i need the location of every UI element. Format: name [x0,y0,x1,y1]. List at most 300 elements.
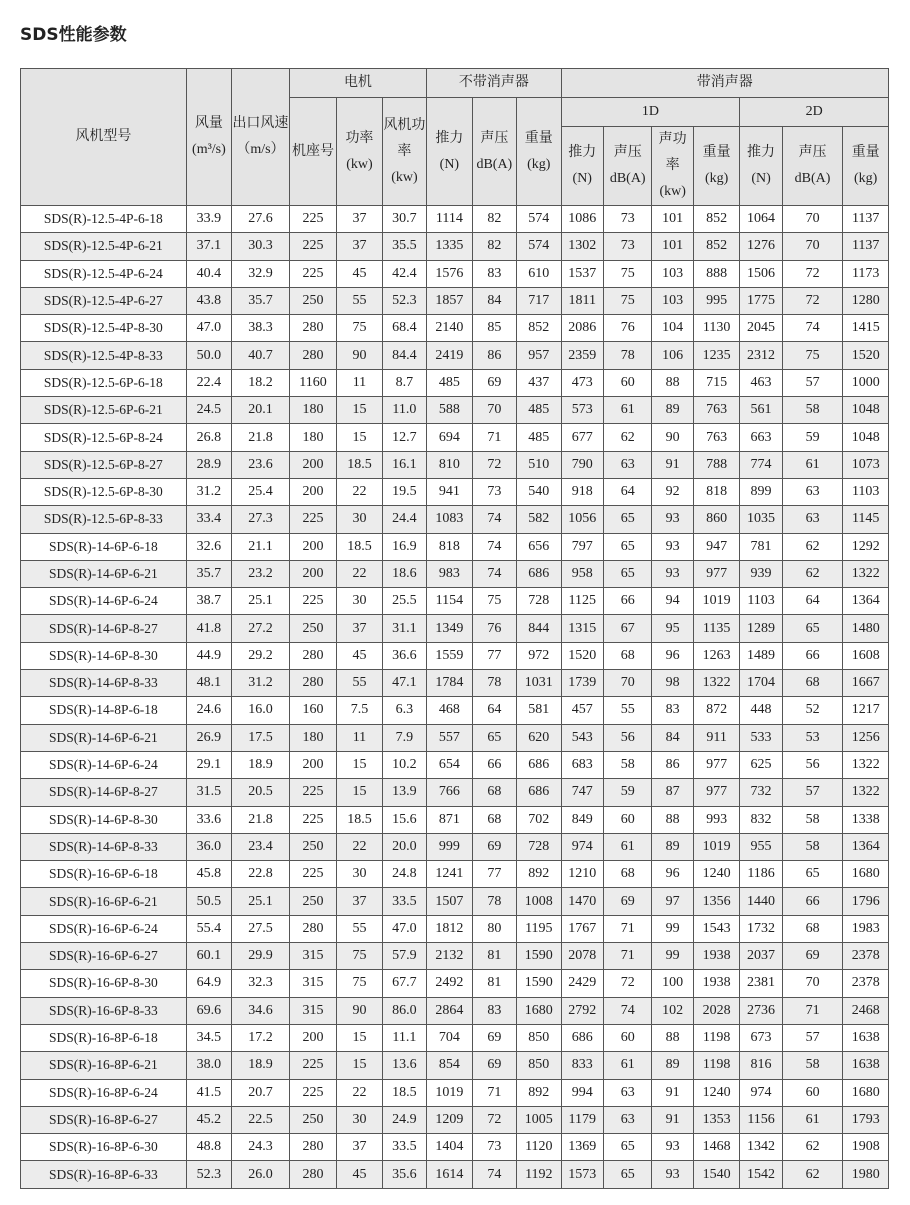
cell-2d-weight: 1280 [843,287,889,314]
cell-fan-power: 47.1 [382,670,426,697]
cell-outlet-speed: 18.9 [232,751,290,778]
header-model: 风机型号 [21,69,187,206]
cell-1d-thrust: 1470 [561,888,603,915]
table-row [21,397,889,424]
cell-outlet-speed: 20.1 [232,397,290,424]
cell-thrust: 1241 [427,861,472,888]
cell-2d-spl: 64 [782,588,843,615]
cell-weight: 957 [517,342,561,369]
cell-power: 22 [337,1079,382,1106]
cell-1d-sound-power: 101 [652,206,693,233]
cell-1d-thrust: 473 [561,369,603,396]
cell-thrust: 468 [427,697,472,724]
cell-1d-spl: 68 [603,642,651,669]
cell-spl: 84 [472,287,516,314]
cell-1d-weight: 993 [693,806,739,833]
cell-2d-weight: 1322 [843,779,889,806]
cell-fan-power: 47.0 [382,915,426,942]
cell-thrust: 999 [427,833,472,860]
cell-2d-spl: 61 [782,1106,843,1133]
cell-airflow: 45.2 [186,1106,231,1133]
cell-outlet-speed: 18.2 [232,369,290,396]
cell-outlet-speed: 22.8 [232,861,290,888]
cell-2d-thrust: 1506 [740,260,782,287]
table-row [21,806,889,833]
header-2d-spl-unit: dB(A) [794,171,831,186]
table-row [21,642,889,669]
cell-airflow: 38.7 [186,588,231,615]
cell-1d-sound-power: 104 [652,315,693,342]
cell-power: 15 [337,397,382,424]
cell-airflow: 55.4 [186,915,231,942]
cell-weight: 540 [517,478,561,505]
cell-1d-weight: 888 [693,260,739,287]
cell-2d-spl: 62 [782,1134,843,1161]
cell-weight: 728 [517,588,561,615]
cell-2d-thrust: 781 [740,533,782,560]
cell-airflow: 43.8 [186,287,231,314]
table-row [21,260,889,287]
cell-1d-spl: 60 [603,369,651,396]
cell-1d-spl: 59 [603,779,651,806]
header-1d-sound-power [652,127,693,206]
cell-outlet-speed: 21.8 [232,806,290,833]
cell-frame: 180 [289,724,336,751]
header-1d-spl [603,127,651,206]
cell-2d-weight: 1680 [843,1079,889,1106]
cell-fan-power: 68.4 [382,315,426,342]
cell-1d-spl: 63 [603,1079,651,1106]
cell-airflow: 32.6 [186,533,231,560]
cell-frame: 280 [289,1161,336,1188]
table-row [21,1161,889,1188]
cell-power: 22 [337,833,382,860]
header-airflow [186,69,231,206]
cell-2d-thrust: 1440 [740,888,782,915]
cell-weight: 581 [517,697,561,724]
cell-1d-sound-power: 99 [652,943,693,970]
cell-airflow: 33.6 [186,806,231,833]
cell-2d-weight: 1073 [843,451,889,478]
cell-1d-weight: 1240 [693,1079,739,1106]
cell-frame: 225 [289,233,336,260]
cell-airflow: 35.7 [186,560,231,587]
cell-fan-power: 31.1 [382,615,426,642]
cell-2d-weight: 1680 [843,861,889,888]
header-power-unit: (kw) [346,156,373,172]
cell-1d-sound-power: 101 [652,233,693,260]
table-row [21,560,889,587]
cell-airflow: 24.6 [186,697,231,724]
cell-1d-thrust: 790 [561,451,603,478]
cell-model: SDS(R)-16-6P-6-21 [21,888,187,915]
cell-2d-thrust: 1289 [740,615,782,642]
cell-2d-spl: 66 [782,642,843,669]
cell-spl: 70 [472,397,516,424]
header-spl-unit: dB(A) [476,156,513,172]
header-2d-spl [782,127,843,206]
cell-1d-weight: 1130 [693,315,739,342]
cell-power: 37 [337,1134,382,1161]
cell-thrust: 1559 [427,642,472,669]
cell-2d-spl: 58 [782,833,843,860]
table-row [21,478,889,505]
table-row [21,888,889,915]
cell-2d-weight: 1520 [843,342,889,369]
page-title: SDS性能参数 [20,25,127,45]
table-row [21,779,889,806]
cell-frame: 180 [289,397,336,424]
header-outlet-speed-label: 出口风速 [232,116,289,131]
cell-2d-spl: 65 [782,861,843,888]
cell-weight: 852 [517,315,561,342]
cell-frame: 200 [289,451,336,478]
cell-2d-weight: 1322 [843,751,889,778]
cell-weight: 1195 [517,915,561,942]
cell-1d-weight: 1198 [693,1052,739,1079]
cell-airflow: 38.0 [186,1052,231,1079]
cell-power: 22 [337,560,382,587]
cell-2d-thrust: 1064 [740,206,782,233]
cell-frame: 200 [289,533,336,560]
cell-model: SDS(R)-16-6P-6-27 [21,943,187,970]
cell-thrust: 485 [427,369,472,396]
cell-outlet-speed: 21.1 [232,533,290,560]
cell-1d-spl: 66 [603,588,651,615]
header-1d-spl-label: 声压 [613,145,642,160]
header-fan-power-unit: (kw) [391,169,418,185]
cell-weight: 686 [517,560,561,587]
cell-1d-spl: 69 [603,888,651,915]
cell-power: 22 [337,478,382,505]
cell-model: SDS(R)-16-6P-8-30 [21,970,187,997]
cell-thrust: 1857 [427,287,472,314]
cell-power: 55 [337,915,382,942]
cell-1d-sound-power: 102 [652,997,693,1024]
cell-power: 7.5 [337,697,382,724]
cell-2d-weight: 1608 [843,642,889,669]
cell-frame: 315 [289,970,336,997]
cell-frame: 160 [289,697,336,724]
cell-2d-thrust: 955 [740,833,782,860]
header-outlet-speed [232,69,290,206]
cell-model: SDS(R)-16-8P-6-27 [21,1106,187,1133]
cell-1d-thrust: 918 [561,478,603,505]
cell-model: SDS(R)-14-6P-8-30 [21,806,187,833]
cell-1d-sound-power: 93 [652,1134,693,1161]
cell-2d-spl: 70 [782,206,843,233]
cell-1d-weight: 1198 [693,1024,739,1051]
cell-airflow: 31.2 [186,478,231,505]
cell-airflow: 50.5 [186,888,231,915]
cell-fan-power: 18.6 [382,560,426,587]
cell-2d-spl: 61 [782,451,843,478]
cell-1d-weight: 911 [693,724,739,751]
cell-fan-power: 30.7 [382,206,426,233]
cell-1d-weight: 1135 [693,615,739,642]
cell-outlet-speed: 25.1 [232,888,290,915]
cell-2d-weight: 1364 [843,833,889,860]
cell-outlet-speed: 27.5 [232,915,290,942]
cell-weight: 1005 [517,1106,561,1133]
cell-1d-sound-power: 99 [652,915,693,942]
cell-1d-spl: 58 [603,751,651,778]
cell-weight: 892 [517,861,561,888]
cell-thrust: 1083 [427,506,472,533]
cell-airflow: 40.4 [186,260,231,287]
cell-frame: 180 [289,424,336,451]
cell-2d-spl: 63 [782,506,843,533]
cell-fan-power: 19.5 [382,478,426,505]
cell-1d-weight: 977 [693,751,739,778]
cell-spl: 85 [472,315,516,342]
header-airflow-label: 风量 [194,116,223,131]
table-row [21,915,889,942]
cell-2d-weight: 1793 [843,1106,889,1133]
cell-outlet-speed: 23.4 [232,833,290,860]
cell-2d-spl: 69 [782,943,843,970]
cell-power: 45 [337,260,382,287]
cell-2d-spl: 71 [782,997,843,1024]
cell-weight: 850 [517,1024,561,1051]
cell-1d-weight: 852 [693,233,739,260]
cell-weight: 510 [517,451,561,478]
cell-spl: 78 [472,670,516,697]
cell-power: 90 [337,997,382,1024]
cell-power: 75 [337,970,382,997]
cell-fan-power: 33.5 [382,1134,426,1161]
cell-2d-thrust: 2736 [740,997,782,1024]
cell-thrust: 1154 [427,588,472,615]
cell-thrust: 818 [427,533,472,560]
cell-1d-spl: 61 [603,833,651,860]
cell-1d-sound-power: 93 [652,506,693,533]
cell-model: SDS(R)-14-6P-6-21 [21,724,187,751]
table-row [21,506,889,533]
cell-frame: 315 [289,997,336,1024]
header-1d-group: 1D [561,98,740,127]
cell-spl: 69 [472,369,516,396]
cell-1d-sound-power: 91 [652,1079,693,1106]
cell-1d-sound-power: 94 [652,588,693,615]
cell-model: SDS(R)-12.5-4P-8-33 [21,342,187,369]
cell-2d-thrust: 663 [740,424,782,451]
cell-1d-sound-power: 87 [652,779,693,806]
header-motor-group: 电机 [289,69,426,98]
cell-outlet-speed: 32.3 [232,970,290,997]
cell-2d-weight: 1638 [843,1024,889,1051]
cell-1d-thrust: 1179 [561,1106,603,1133]
cell-frame: 250 [289,888,336,915]
cell-fan-power: 16.1 [382,451,426,478]
cell-airflow: 33.9 [186,206,231,233]
cell-outlet-speed: 35.7 [232,287,290,314]
cell-2d-weight: 1980 [843,1161,889,1188]
cell-model: SDS(R)-14-6P-8-30 [21,642,187,669]
cell-1d-spl: 60 [603,806,651,833]
cell-airflow: 50.0 [186,342,231,369]
cell-model: SDS(R)-12.5-6P-6-21 [21,397,187,424]
cell-model: SDS(R)-12.5-4P-6-18 [21,206,187,233]
cell-thrust: 1335 [427,233,472,260]
cell-1d-thrust: 573 [561,397,603,424]
cell-weight: 574 [517,233,561,260]
cell-fan-power: 42.4 [382,260,426,287]
cell-thrust: 704 [427,1024,472,1051]
cell-2d-weight: 1415 [843,315,889,342]
table-row [21,451,889,478]
cell-frame: 200 [289,560,336,587]
header-2d-thrust-unit: (N) [751,171,771,186]
cell-spl: 86 [472,342,516,369]
table-row [21,1079,889,1106]
cell-1d-thrust: 1210 [561,861,603,888]
cell-frame: 200 [289,751,336,778]
cell-weight: 892 [517,1079,561,1106]
cell-1d-sound-power: 89 [652,397,693,424]
cell-1d-thrust: 1056 [561,506,603,533]
cell-outlet-speed: 17.2 [232,1024,290,1051]
cell-frame: 250 [289,833,336,860]
cell-thrust: 2864 [427,997,472,1024]
cell-1d-spl: 71 [603,915,651,942]
cell-airflow: 26.9 [186,724,231,751]
cell-outlet-speed: 24.3 [232,1134,290,1161]
cell-fan-power: 16.9 [382,533,426,560]
header-2d-weight-unit: (kg) [854,171,878,186]
cell-2d-spl: 53 [782,724,843,751]
cell-1d-sound-power: 100 [652,970,693,997]
cell-power: 30 [337,861,382,888]
cell-1d-sound-power: 97 [652,888,693,915]
cell-1d-sound-power: 96 [652,861,693,888]
cell-1d-thrust: 849 [561,806,603,833]
cell-power: 15 [337,779,382,806]
cell-2d-thrust: 2312 [740,342,782,369]
cell-2d-spl: 68 [782,915,843,942]
header-1d-weight-label: 重量 [702,145,731,160]
cell-1d-sound-power: 84 [652,724,693,751]
cell-fan-power: 11.1 [382,1024,426,1051]
cell-model: SDS(R)-12.5-4P-6-27 [21,287,187,314]
cell-spl: 68 [472,779,516,806]
cell-outlet-speed: 25.1 [232,588,290,615]
cell-airflow: 52.3 [186,1161,231,1188]
cell-fan-power: 24.4 [382,506,426,533]
cell-frame: 200 [289,1024,336,1051]
cell-frame: 200 [289,478,336,505]
cell-2d-thrust: 974 [740,1079,782,1106]
cell-model: SDS(R)-12.5-4P-6-21 [21,233,187,260]
cell-2d-spl: 58 [782,806,843,833]
cell-frame: 225 [289,260,336,287]
cell-thrust: 2492 [427,970,472,997]
cell-thrust: 2132 [427,943,472,970]
cell-outlet-speed: 20.5 [232,779,290,806]
cell-1d-sound-power: 91 [652,1106,693,1133]
cell-outlet-speed: 27.2 [232,615,290,642]
cell-power: 55 [337,670,382,697]
cell-weight: 1680 [517,997,561,1024]
cell-spl: 72 [472,451,516,478]
cell-outlet-speed: 21.8 [232,424,290,451]
cell-2d-thrust: 939 [740,560,782,587]
cell-airflow: 37.1 [186,233,231,260]
cell-2d-thrust: 2045 [740,315,782,342]
cell-1d-sound-power: 88 [652,806,693,833]
cell-weight: 972 [517,642,561,669]
cell-airflow: 33.4 [186,506,231,533]
cell-2d-spl: 63 [782,478,843,505]
cell-2d-weight: 1292 [843,533,889,560]
header-power [337,98,382,206]
cell-weight: 1031 [517,670,561,697]
cell-fan-power: 20.0 [382,833,426,860]
table-row [21,724,889,751]
cell-weight: 1120 [517,1134,561,1161]
cell-2d-weight: 1137 [843,206,889,233]
cell-weight: 850 [517,1052,561,1079]
cell-fan-power: 84.4 [382,342,426,369]
cell-1d-spl: 63 [603,1106,651,1133]
cell-weight: 582 [517,506,561,533]
cell-1d-spl: 61 [603,397,651,424]
cell-outlet-speed: 20.7 [232,1079,290,1106]
cell-airflow: 34.5 [186,1024,231,1051]
cell-spl: 65 [472,724,516,751]
cell-1d-thrust: 1086 [561,206,603,233]
cell-spl: 72 [472,1106,516,1133]
cell-spl: 83 [472,260,516,287]
cell-frame: 250 [289,287,336,314]
cell-power: 75 [337,315,382,342]
cell-model: SDS(R)-16-8P-6-33 [21,1161,187,1188]
cell-1d-weight: 2028 [693,997,739,1024]
cell-2d-weight: 1256 [843,724,889,751]
cell-1d-thrust: 1125 [561,588,603,615]
cell-power: 18.5 [337,533,382,560]
header-fan-power-label: 风机功率 [383,117,426,159]
cell-weight: 656 [517,533,561,560]
table-row [21,315,889,342]
cell-fan-power: 52.3 [382,287,426,314]
cell-2d-spl: 72 [782,260,843,287]
cell-frame: 225 [289,779,336,806]
cell-2d-thrust: 463 [740,369,782,396]
cell-airflow: 64.9 [186,970,231,997]
cell-power: 15 [337,424,382,451]
cell-fan-power: 7.9 [382,724,426,751]
table-row [21,943,889,970]
cell-fan-power: 57.9 [382,943,426,970]
cell-thrust: 1812 [427,915,472,942]
cell-frame: 250 [289,615,336,642]
cell-1d-spl: 65 [603,506,651,533]
cell-power: 90 [337,342,382,369]
cell-1d-sound-power: 92 [652,478,693,505]
cell-power: 30 [337,1106,382,1133]
cell-1d-weight: 1019 [693,588,739,615]
cell-thrust: 557 [427,724,472,751]
cell-1d-spl: 56 [603,724,651,751]
cell-2d-thrust: 774 [740,451,782,478]
cell-2d-spl: 57 [782,369,843,396]
header-weight [517,98,561,206]
cell-airflow: 47.0 [186,315,231,342]
cell-1d-thrust: 677 [561,424,603,451]
cell-thrust: 1114 [427,206,472,233]
table-row [21,233,889,260]
